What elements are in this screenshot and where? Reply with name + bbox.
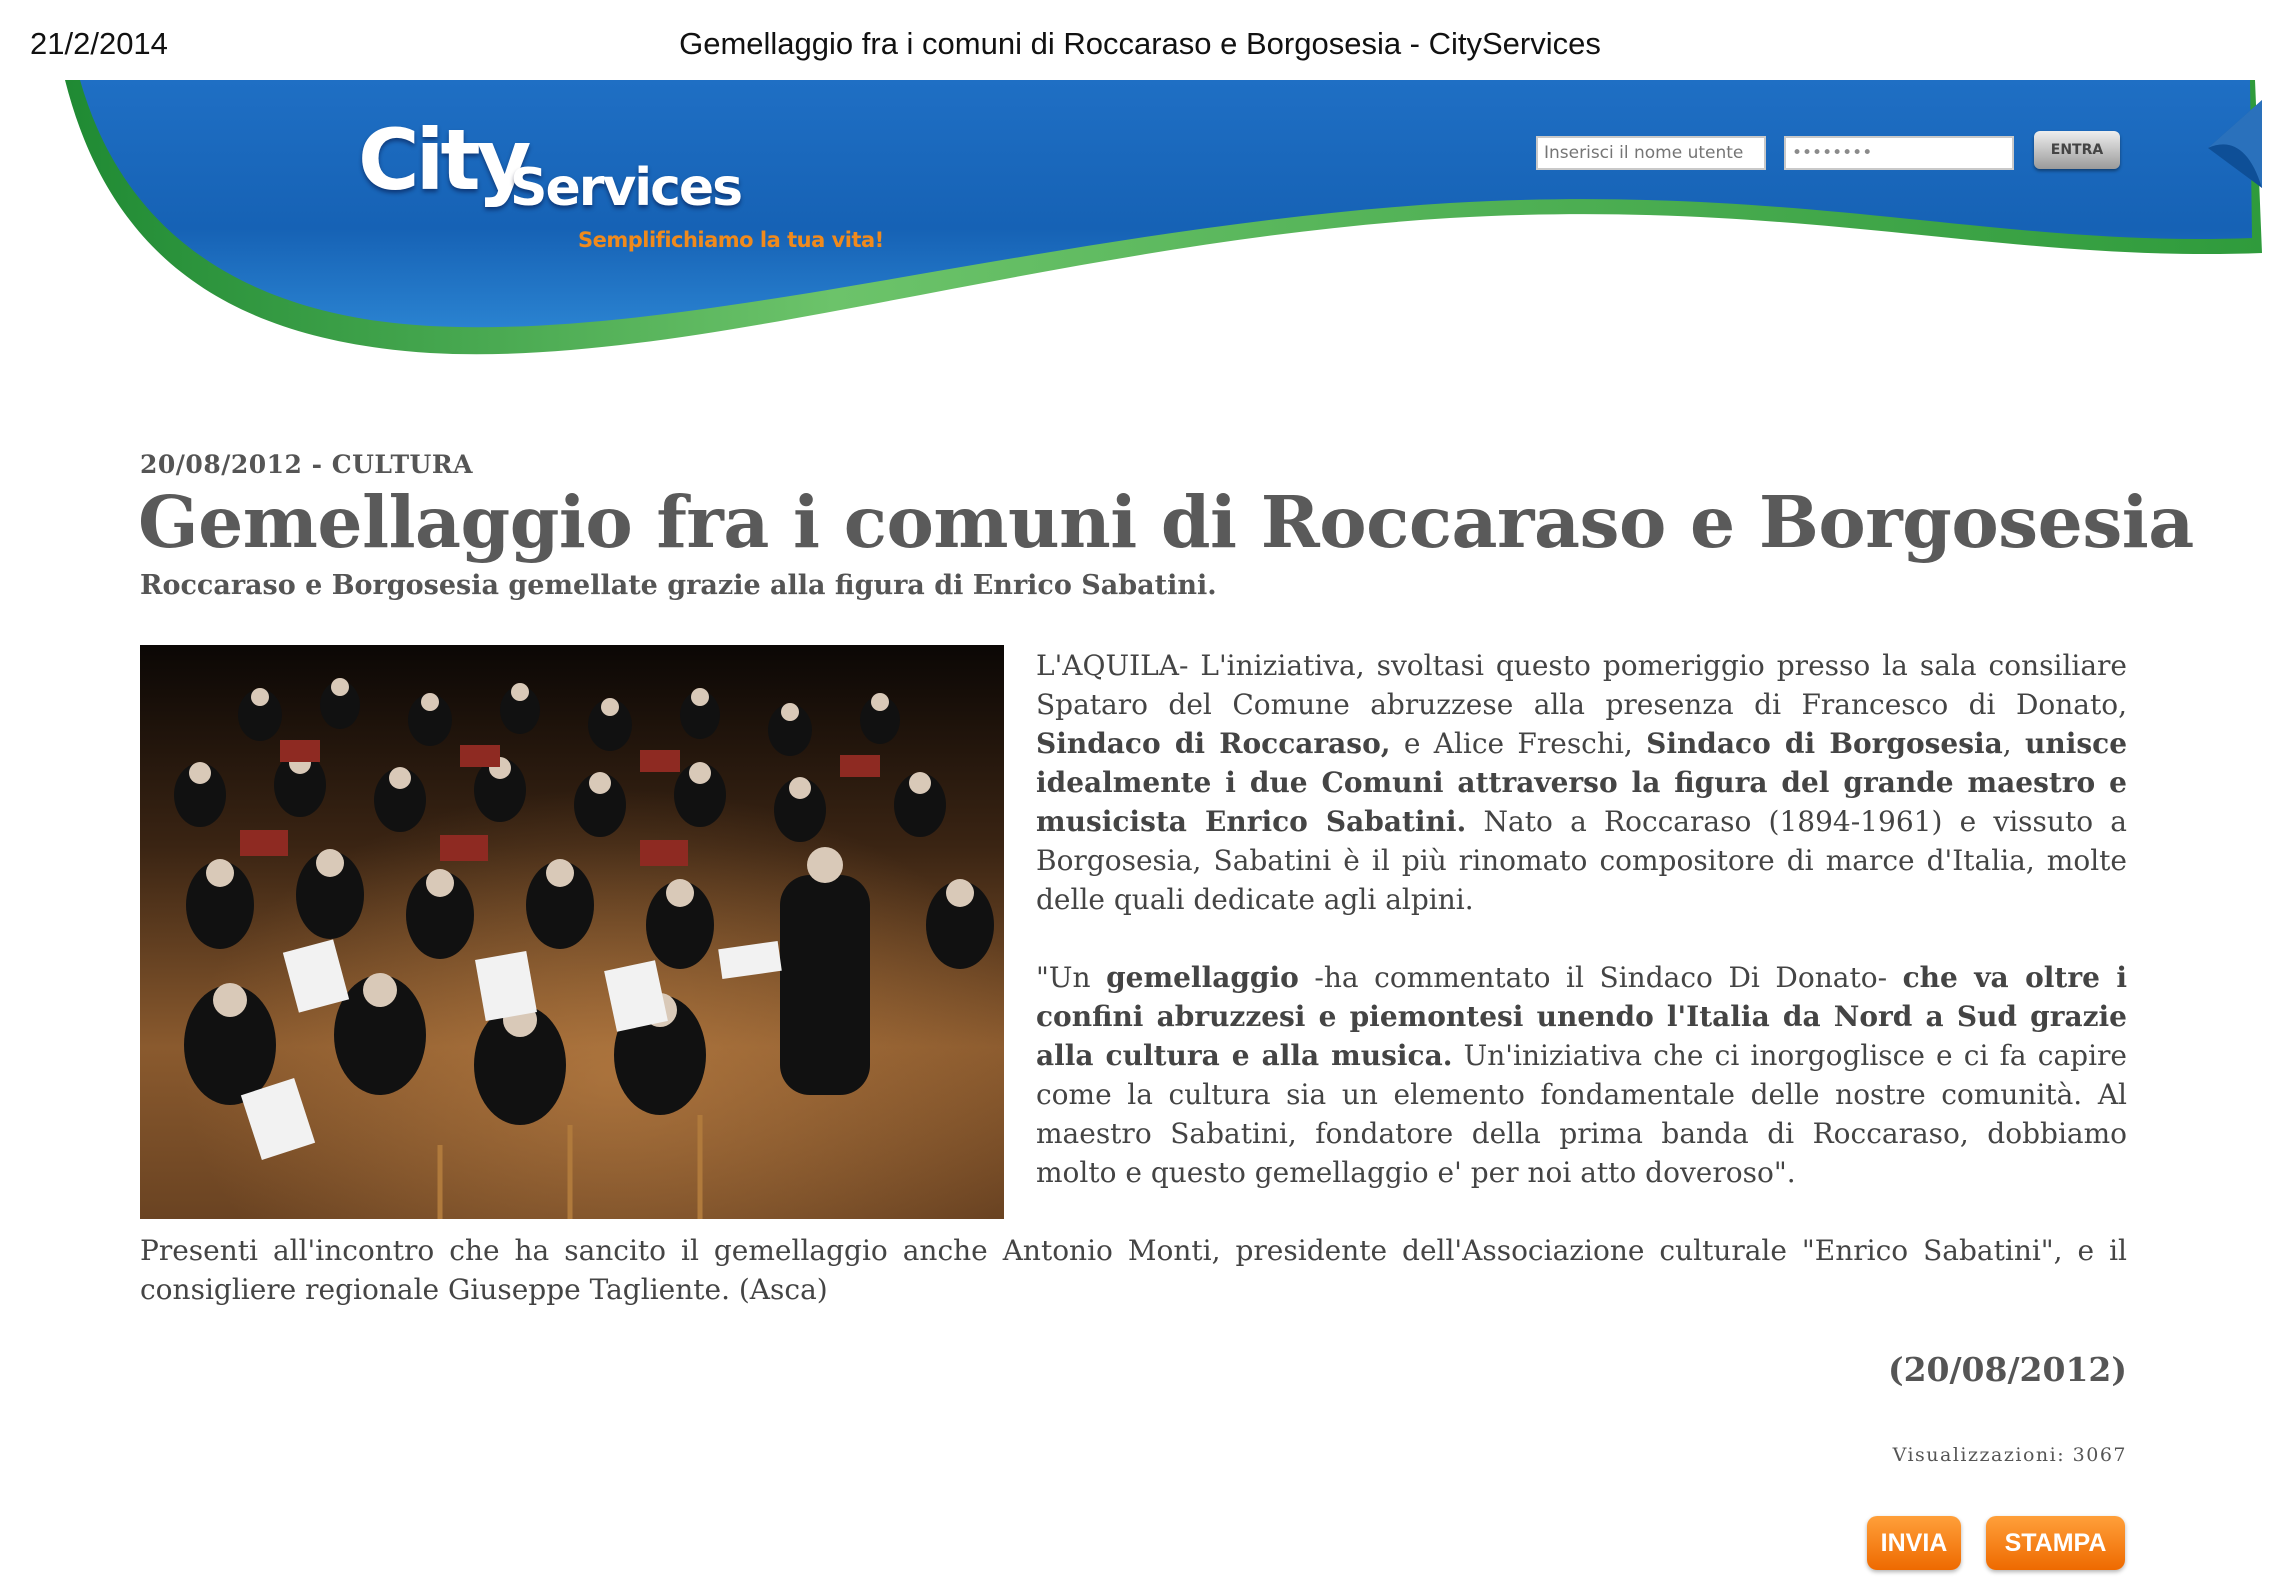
p1-text-2: e Alice Freschi, bbox=[1390, 727, 1647, 760]
print-button[interactable]: STAMPA bbox=[1986, 1516, 2125, 1570]
login-submit-button[interactable]: ENTRA bbox=[2034, 131, 2120, 169]
p2-text-1: "Un bbox=[1036, 961, 1107, 994]
p1-text-3: , bbox=[2002, 727, 2026, 760]
p1-bold-1: Sindaco di Roccaraso, bbox=[1036, 727, 1391, 760]
print-header bbox=[0, 0, 2280, 80]
p1-text-1: L'AQUILA- L'iniziativa, svoltasi questo pomeriggio presso la sala consiliare Spataro del Comune abruzzese alla presenza di Francesco di Donato, bbox=[1036, 649, 2127, 721]
site-banner bbox=[0, 78, 2280, 368]
view-counter: Visualizzazioni: 3067 bbox=[1892, 1444, 2127, 1466]
print-date: 21/2/2014 bbox=[30, 26, 168, 61]
logo-city-text: City bbox=[358, 111, 528, 209]
p2-text-2: -ha commentato il Sindaco Di Donato- bbox=[1298, 961, 1903, 994]
p1-bold-2: Sindaco di Borgosesia bbox=[1646, 727, 2003, 760]
logo-services-text: Services bbox=[510, 158, 742, 218]
p1-text-4: Nato a Roccaraso (1894-1961) e vissuto a Borgosesia, Sabatini è il più rinomato compositore di marce d'Italia, molte delle quali dedicate agli alpini. bbox=[1036, 805, 2127, 916]
p2-text-3: Un'iniziativa che ci inorgoglisce e ci fa capire come la cultura sia un elemento fondamentale delle nostre comunità. Al maestro Sabatini, fondatore della prima banda di Roccaraso, dobbiamo molto e questo gemellaggio e' per noi atto doveroso". bbox=[1036, 1039, 2127, 1189]
logo-tagline: Semplifichiamo la tua vita! bbox=[578, 228, 884, 252]
password-input[interactable] bbox=[1784, 136, 2014, 170]
p2-bold-1: gemellaggio bbox=[1106, 961, 1299, 994]
photo-float-spacer bbox=[140, 646, 1036, 1228]
article-date-footer: (20/08/2012) bbox=[1887, 1350, 2127, 1389]
article-paragraph-3: Presenti all'incontro che ha sancito il gemellaggio anche Antonio Monti, presidente dell'Associazione culturale "Enrico Sabatini", e il consigliere regionale Giuseppe Tagliente. (Asca) bbox=[140, 1234, 2127, 1306]
p1-bold-3: unisce idealmente i due Comuni attraverso la figura del grande maestro e musicista Enrico Sabatini. bbox=[1036, 727, 2128, 838]
p2-bold-2: che va oltre i confini abruzzesi e piemontesi unendo l'Italia da Nord a Sud grazie alla cultura e alla musica. bbox=[1036, 961, 2127, 1072]
article-subtitle: Roccaraso e Borgosesia gemellate grazie alla figura di Enrico Sabatini. bbox=[140, 570, 1217, 601]
banner-wave-graphic bbox=[0, 78, 2280, 368]
send-button[interactable]: INVIA bbox=[1867, 1516, 1961, 1570]
username-input[interactable] bbox=[1536, 136, 1766, 170]
print-page-title: Gemellaggio fra i comuni di Roccaraso e Borgosesia - CityServices bbox=[679, 26, 1601, 61]
article-title: Gemellaggio fra i comuni di Roccaraso e Borgosesia bbox=[138, 480, 2194, 564]
article-meta: 20/08/2012 - CULTURA bbox=[140, 450, 474, 479]
article-body bbox=[140, 646, 2127, 1348]
